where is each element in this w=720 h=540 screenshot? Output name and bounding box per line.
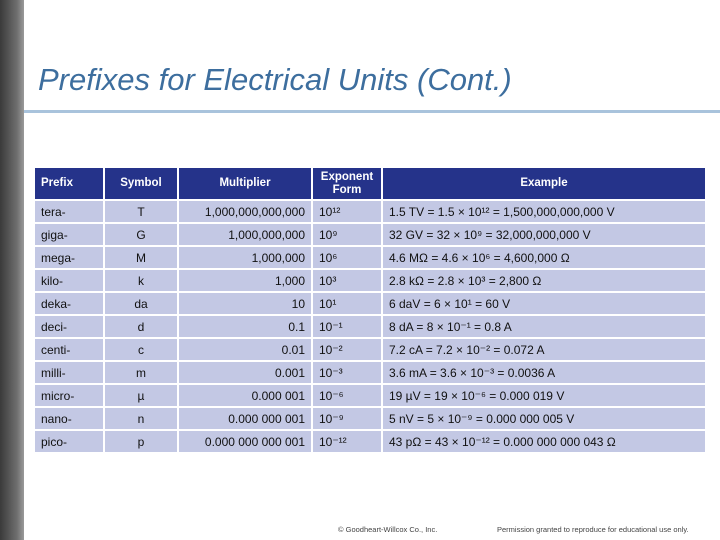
cell-symbol: M (105, 247, 177, 268)
table-row (35, 224, 705, 245)
cell-multiplier: 1,000,000 (179, 247, 311, 268)
slide-side-bar (0, 0, 24, 540)
table-body (35, 201, 705, 452)
slide-title: Prefixes for Electrical Units (Cont.) (38, 62, 512, 97)
cell-multiplier: 1,000 (179, 270, 311, 291)
table-row (35, 247, 705, 268)
cell-exponent: 10¹² (313, 201, 381, 222)
cell-prefix: kilo- (35, 270, 103, 291)
cell-multiplier: 0.001 (179, 362, 311, 383)
header-symbol: Symbol (105, 168, 177, 199)
cell-symbol: m (105, 362, 177, 383)
table-row (35, 408, 705, 429)
cell-prefix: milli- (35, 362, 103, 383)
cell-symbol: p (105, 431, 177, 452)
cell-exponent: 10⁶ (313, 247, 381, 268)
cell-symbol: T (105, 201, 177, 222)
cell-multiplier: 0.000 001 (179, 385, 311, 406)
cell-prefix: deka- (35, 293, 103, 314)
cell-exponent: 10⁻² (313, 339, 381, 360)
header-example: Example (383, 168, 705, 199)
cell-example: 4.6 MΩ = 4.6 × 10⁶ = 4,600,000 Ω (383, 247, 705, 268)
cell-multiplier: 0.1 (179, 316, 311, 337)
cell-prefix: pico- (35, 431, 103, 452)
header-multiplier: Multiplier (179, 168, 311, 199)
cell-symbol: n (105, 408, 177, 429)
cell-multiplier: 0.01 (179, 339, 311, 360)
cell-prefix: micro- (35, 385, 103, 406)
cell-exponent: 10¹ (313, 293, 381, 314)
cell-example: 1.5 TV = 1.5 × 10¹² = 1,500,000,000,000 V (383, 201, 705, 222)
table-row (35, 270, 705, 291)
cell-prefix: nano- (35, 408, 103, 429)
cell-symbol: k (105, 270, 177, 291)
footer-copyright: © Goodheart-Willcox Co., Inc. (338, 525, 438, 534)
footer-permission: Permission granted to reproduce for educational use only. (497, 525, 689, 534)
cell-symbol: d (105, 316, 177, 337)
table-row (35, 293, 705, 314)
table-header-row (35, 168, 705, 199)
cell-multiplier: 1,000,000,000 (179, 224, 311, 245)
table-row (35, 385, 705, 406)
title-divider (24, 110, 720, 113)
cell-prefix: deci- (35, 316, 103, 337)
cell-example: 2.8 kΩ = 2.8 × 10³ = 2,800 Ω (383, 270, 705, 291)
cell-prefix: mega- (35, 247, 103, 268)
cell-example: 19 µV = 19 × 10⁻⁶ = 0.000 019 V (383, 385, 705, 406)
table-row (35, 339, 705, 360)
cell-symbol: c (105, 339, 177, 360)
cell-example: 32 GV = 32 × 10⁹ = 32,000,000,000 V (383, 224, 705, 245)
cell-example: 5 nV = 5 × 10⁻⁹ = 0.000 000 005 V (383, 408, 705, 429)
cell-example: 43 pΩ = 43 × 10⁻¹² = 0.000 000 000 043 Ω (383, 431, 705, 452)
cell-symbol: da (105, 293, 177, 314)
cell-multiplier: 0.000 000 001 (179, 408, 311, 429)
cell-exponent: 10⁹ (313, 224, 381, 245)
prefix-table (33, 166, 707, 454)
cell-exponent: 10⁻⁶ (313, 385, 381, 406)
cell-example: 8 dA = 8 × 10⁻¹ = 0.8 A (383, 316, 705, 337)
cell-prefix: tera- (35, 201, 103, 222)
cell-symbol: µ (105, 385, 177, 406)
cell-example: 7.2 cA = 7.2 × 10⁻² = 0.072 A (383, 339, 705, 360)
cell-multiplier: 10 (179, 293, 311, 314)
cell-example: 6 daV = 6 × 10¹ = 60 V (383, 293, 705, 314)
table-row (35, 201, 705, 222)
cell-prefix: centi- (35, 339, 103, 360)
cell-multiplier: 0.000 000 000 001 (179, 431, 311, 452)
table-row (35, 316, 705, 337)
cell-symbol: G (105, 224, 177, 245)
cell-exponent: 10⁻³ (313, 362, 381, 383)
cell-exponent: 10³ (313, 270, 381, 291)
cell-exponent: 10⁻¹² (313, 431, 381, 452)
cell-example: 3.6 mA = 3.6 × 10⁻³ = 0.0036 A (383, 362, 705, 383)
cell-exponent: 10⁻¹ (313, 316, 381, 337)
header-prefix: Prefix (35, 168, 103, 199)
cell-prefix: giga- (35, 224, 103, 245)
table-row (35, 431, 705, 452)
header-exponent-form: Exponent Form (313, 168, 381, 199)
table-row (35, 362, 705, 383)
cell-multiplier: 1,000,000,000,000 (179, 201, 311, 222)
cell-exponent: 10⁻⁹ (313, 408, 381, 429)
